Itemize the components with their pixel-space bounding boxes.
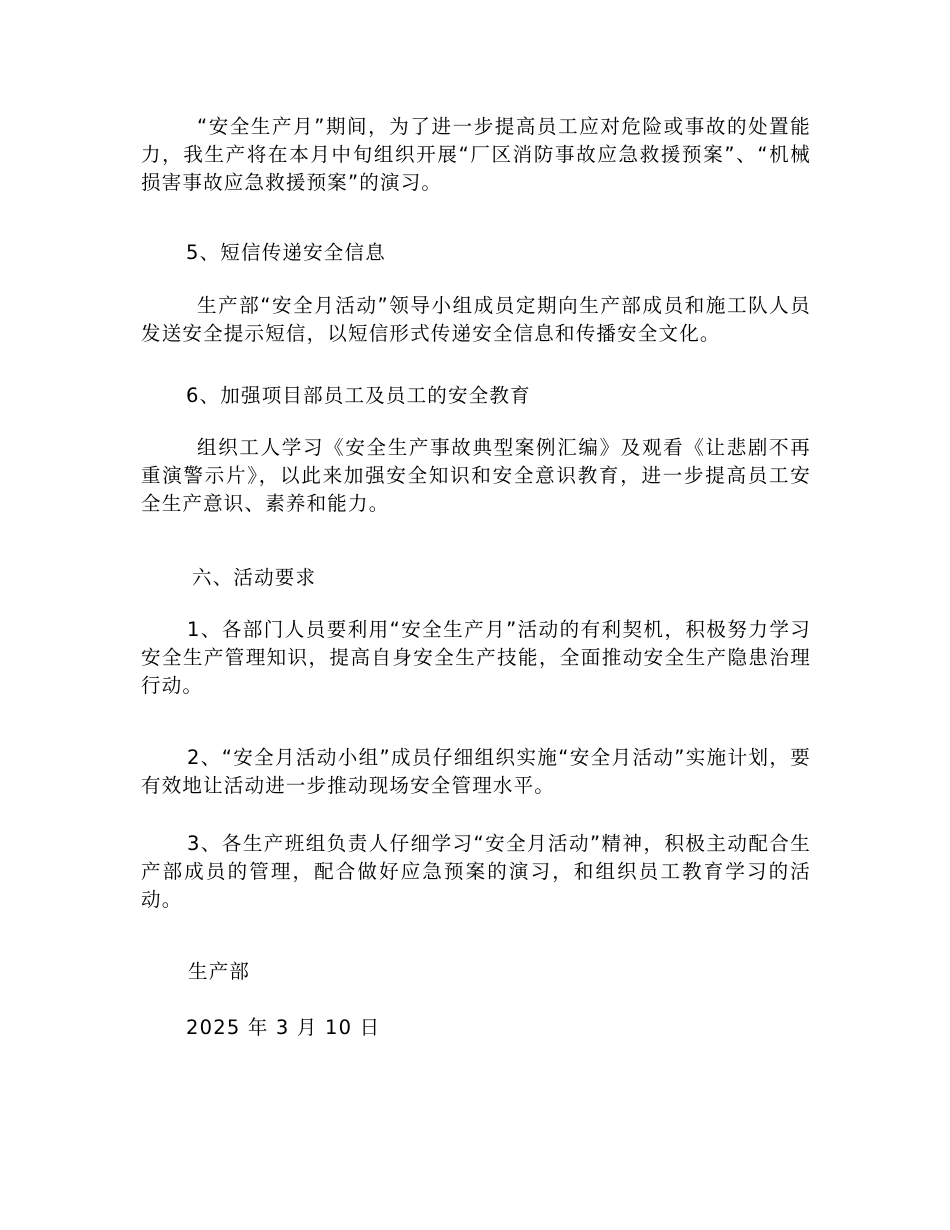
signature-date: 2025 年 3 月 10 日 (186, 1016, 381, 1039)
paragraph-drill-plan: “安全生产月”期间，为了进一步提高员工应对危险或事故的处置能力，我生产将在本月中旬组织开展“厂区消防事故应急救援预案”、“机械损害事故应急救援预案”的演习。 (141, 115, 811, 194)
paragraph-sms: 生产部“安全月活动”领导小组成员定期向生产部成员和施工队人员发送安全提示短信，以短信形式传递安全信息和传播安全文化。 (141, 294, 811, 345)
section-heading-requirements: 六、活动要求 (192, 566, 317, 589)
section-heading-education: 6、加强项目部员工及员工的安全教育 (186, 384, 531, 407)
paragraph-requirement-1: 1、各部门人员要利用“安全生产月”活动的有利契机，积极努力学习安全生产管理知识，提高自身安全生产技能，全面推动安全生产隐患治理行动。 (141, 618, 811, 697)
paragraph-requirement-3: 3、各生产班组负责人仔细学习“安全月活动”精神，积极主动配合生产部成员的管理，配合做好应急预案的演习，和组织员工教育学习的活动。 (141, 832, 811, 911)
paragraph-education: 组织工人学习《安全生产事故典型案例汇编》及观看《让悲剧不再重演警示片》，以此来加强安全知识和安全意识教育，进一步提高员工安全生产意识、素养和能力。 (141, 436, 811, 515)
paragraph-requirement-2: 2、“安全月活动小组”成员仔细组织实施“安全月活动”实施计划，要有效地让活动进一步推动现场安全管理水平。 (141, 746, 811, 797)
section-heading-sms: 5、短信传递安全信息 (186, 241, 386, 264)
signature-department: 生产部 (188, 960, 251, 983)
